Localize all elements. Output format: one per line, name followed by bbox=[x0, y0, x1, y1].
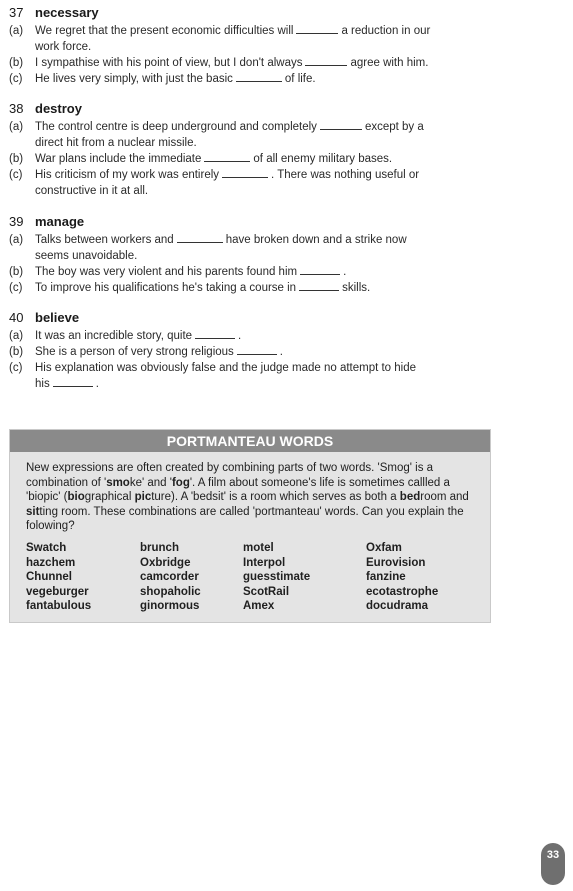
portmanteau-word: Eurovision bbox=[366, 556, 426, 569]
answer-blank[interactable] bbox=[305, 55, 347, 66]
answer-blank[interactable] bbox=[296, 23, 338, 34]
item-label: (b) bbox=[9, 346, 24, 358]
sentence-item bbox=[9, 360, 489, 392]
sentence-text: skills. bbox=[342, 282, 371, 294]
sentence-text: . bbox=[279, 346, 283, 358]
portmanteau-word: Chunnel bbox=[26, 571, 72, 583]
exercise-header bbox=[9, 214, 489, 232]
intro-fragment: graphical bbox=[84, 491, 135, 503]
sentence-item bbox=[9, 264, 489, 280]
portmanteau-word: shopaholic bbox=[140, 585, 201, 598]
intro-fragment: ke' and ' bbox=[129, 476, 172, 489]
intro-fragment: ting room. These combinations are called 'portmanteau' words. Can you explain the folowing? bbox=[26, 505, 464, 532]
portmanteau-word: hazchem bbox=[26, 556, 76, 569]
sentence-text: his bbox=[35, 378, 50, 390]
sentence-item bbox=[9, 167, 489, 199]
intro-bold-fragment: bio bbox=[67, 491, 85, 503]
exercise-header bbox=[9, 101, 489, 119]
portmanteau-word: Oxfam bbox=[366, 542, 402, 554]
sentence-text: constructive in it at all. bbox=[35, 185, 149, 197]
item-label: (a) bbox=[9, 121, 24, 133]
portmanteau-word: ecotastrophe bbox=[366, 585, 439, 598]
sentence-text: Talks between workers and bbox=[35, 234, 174, 246]
portmanteau-intro bbox=[26, 461, 471, 534]
portmanteau-word: ScotRail bbox=[243, 585, 290, 598]
portmanteau-word: fantabulous bbox=[26, 600, 92, 612]
intro-fragment: ture). A 'bedsit' is a room which serves as both a bbox=[151, 491, 400, 503]
sentence-item bbox=[9, 151, 489, 167]
intro-bold-fragment: sit bbox=[26, 505, 40, 518]
sentence-item bbox=[9, 55, 489, 71]
sentence-item bbox=[9, 71, 489, 87]
answer-blank[interactable] bbox=[320, 119, 362, 130]
answer-blank[interactable] bbox=[195, 328, 235, 339]
sentence-text: seems unavoidable. bbox=[35, 250, 138, 262]
sentence-text: . bbox=[343, 266, 347, 278]
item-label: (c) bbox=[9, 362, 23, 374]
sentence-text: work force. bbox=[35, 41, 92, 53]
answer-blank[interactable] bbox=[299, 280, 339, 291]
sentence-item bbox=[9, 280, 489, 296]
sentence-text: . bbox=[95, 378, 99, 390]
answer-blank[interactable] bbox=[177, 232, 223, 243]
exercise-40 bbox=[9, 310, 489, 392]
item-label: (b) bbox=[9, 57, 24, 69]
answer-blank[interactable] bbox=[204, 151, 250, 162]
intro-bold-fragment: smo bbox=[106, 476, 130, 489]
sentence-item bbox=[9, 119, 489, 151]
answer-blank[interactable] bbox=[236, 71, 282, 82]
item-label: (a) bbox=[9, 330, 24, 342]
portmanteau-word: docudrama bbox=[366, 600, 428, 612]
sentence-text: except by a bbox=[364, 121, 424, 133]
sentence-text: . bbox=[238, 330, 242, 342]
sentence-text: It was an incredible story, quite bbox=[35, 330, 193, 342]
item-label: (c) bbox=[9, 169, 23, 181]
exercise-header bbox=[9, 310, 489, 328]
exercise-38 bbox=[9, 101, 489, 199]
exercise-word: believe bbox=[35, 310, 80, 325]
intro-fragment: New expressions are often created by combining parts of two words. 'Smog' is a combination of ' bbox=[26, 462, 434, 489]
portmanteau-title: PORTMANTEAU WORDS bbox=[10, 430, 490, 452]
sentence-text: direct hit from a nuclear missile. bbox=[35, 137, 197, 149]
intro-bold-fragment: fog bbox=[171, 476, 190, 489]
sentence-text: To improve his qualifications he's taking a course in bbox=[35, 282, 297, 294]
item-label: (a) bbox=[9, 234, 24, 246]
portmanteau-word: brunch bbox=[140, 542, 179, 554]
sentence-item bbox=[9, 23, 489, 55]
exercise-number: 39 bbox=[9, 214, 24, 229]
sentence-text: . There was nothing useful or bbox=[271, 169, 420, 181]
item-label: (b) bbox=[9, 153, 24, 165]
sentence-item bbox=[9, 232, 489, 264]
sentence-text: The control centre is deep underground and completely bbox=[35, 121, 317, 133]
exercise-number: 40 bbox=[9, 310, 24, 325]
sentence-text: I sympathise with his point of view, but I don't always bbox=[35, 57, 303, 69]
exercise-word: destroy bbox=[35, 101, 82, 116]
portmanteau-word: guesstimate bbox=[243, 571, 311, 583]
portmanteau-word: Amex bbox=[243, 600, 275, 612]
sentence-text: agree with him. bbox=[350, 57, 429, 69]
portmanteau-word: motel bbox=[243, 542, 274, 554]
portmanteau-box bbox=[9, 429, 491, 623]
exercise-word: manage bbox=[35, 214, 85, 229]
sentence-text: His criticism of my work was entirely bbox=[35, 169, 220, 181]
intro-fragment: room and bbox=[420, 491, 469, 503]
sentence-item bbox=[9, 344, 489, 360]
sentence-text: of life. bbox=[284, 73, 316, 85]
exercise-header bbox=[9, 5, 489, 23]
portmanteau-word: camcorder bbox=[140, 571, 199, 583]
portmanteau-word: ginormous bbox=[140, 600, 200, 612]
sentence-text: The boy was very violent and his parents found him bbox=[35, 266, 298, 278]
answer-blank[interactable] bbox=[300, 264, 340, 275]
intro-bold-fragment: bed bbox=[399, 491, 421, 503]
sentence-text: His explanation was obviously false and the judge made no attempt to hide bbox=[35, 362, 417, 374]
sentence-text: have broken down and a strike now bbox=[225, 234, 407, 246]
exercise-word: necessary bbox=[35, 5, 99, 20]
item-label: (a) bbox=[9, 25, 24, 37]
sentence-item bbox=[9, 328, 489, 344]
sentence-text: a reduction in our bbox=[341, 25, 431, 37]
exercise-37 bbox=[9, 5, 489, 87]
exercise-number: 38 bbox=[9, 101, 24, 116]
intro-bold-fragment: pic bbox=[134, 491, 152, 503]
item-label: (b) bbox=[9, 266, 24, 278]
word-column bbox=[26, 541, 91, 614]
portmanteau-word: Swatch bbox=[26, 542, 67, 554]
sentence-text: He lives very simply, with just the basic bbox=[35, 73, 233, 85]
portmanteau-word: vegeburger bbox=[26, 585, 89, 598]
word-column bbox=[243, 541, 310, 614]
sentence-text: We regret that the present economic difficulties will bbox=[35, 25, 294, 37]
portmanteau-word: fanzine bbox=[366, 571, 406, 583]
exercise-39 bbox=[9, 214, 489, 296]
item-label: (c) bbox=[9, 282, 23, 294]
sentence-text: She is a person of very strong religious bbox=[35, 346, 234, 358]
word-column bbox=[366, 541, 438, 614]
exercise-number: 37 bbox=[9, 5, 24, 20]
sentence-text: War plans include the immediate bbox=[35, 153, 202, 165]
intro-fragment: '. A film about someone's life is sometimes callled a 'biopic' ( bbox=[26, 476, 450, 503]
portmanteau-word: Interpol bbox=[243, 556, 286, 569]
portmanteau-word: Oxbridge bbox=[140, 556, 191, 569]
sentence-text: of all enemy military bases. bbox=[253, 153, 393, 165]
item-label: (c) bbox=[9, 73, 23, 85]
page-number: 33 bbox=[541, 843, 565, 885]
answer-blank[interactable] bbox=[237, 344, 277, 355]
answer-blank[interactable] bbox=[222, 167, 268, 178]
answer-blank[interactable] bbox=[53, 376, 93, 387]
word-column bbox=[140, 541, 201, 614]
